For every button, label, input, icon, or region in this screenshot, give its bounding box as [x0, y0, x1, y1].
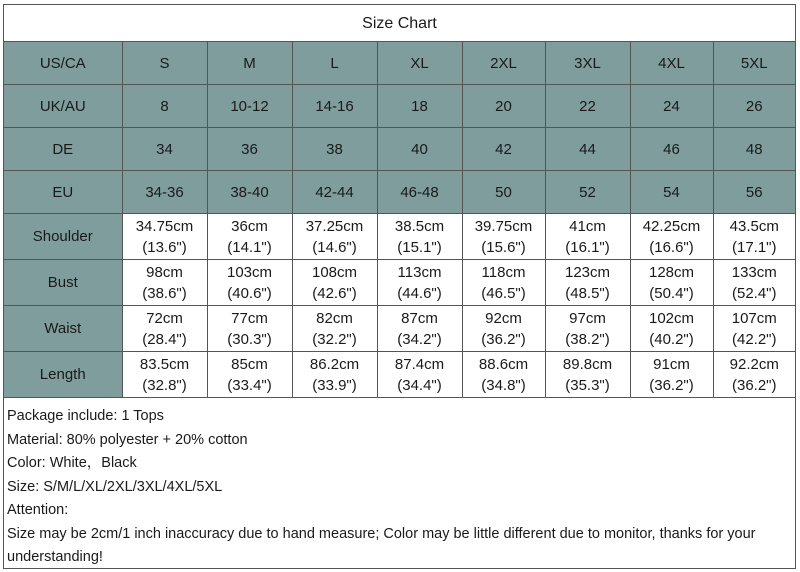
measure-row [4, 214, 795, 260]
measure-cell [377, 260, 462, 306]
measure-cell [545, 352, 630, 398]
size-cell: 50 [462, 171, 545, 214]
measure-cell [377, 214, 462, 260]
row-label: EU [4, 171, 122, 214]
measure-cm: 37.25cm [305, 217, 364, 235]
size-row [4, 85, 795, 128]
measure-cm: 88.6cm [478, 355, 529, 373]
measure-cm: 87.4cm [394, 355, 445, 373]
note-line: Package include: 1 Tops [7, 408, 164, 424]
size-cell: 40 [377, 128, 462, 171]
product-notes [7, 405, 795, 570]
measure-cm: 91cm [653, 355, 690, 373]
size-cell: 44 [545, 128, 630, 171]
measure-cell [630, 306, 713, 352]
measure-cm: 133cm [731, 263, 777, 281]
size-cell: M [207, 42, 292, 85]
measure-cell [462, 352, 545, 398]
measure-inch: (13.6") [142, 238, 187, 256]
note-line: Size: S/M/L/XL/2XL/3XL/4XL/5XL [7, 478, 223, 495]
measure-row [4, 260, 795, 306]
size-cell: 34 [122, 128, 207, 171]
size-cell: 42 [462, 128, 545, 171]
measure-inch: (48.5") [565, 284, 610, 302]
measure-cm: 83.5cm [139, 355, 190, 373]
measure-inch: (36.2") [731, 376, 777, 394]
measure-row [4, 352, 795, 398]
size-cell: 14-16 [292, 85, 377, 128]
measure-inch: (15.1") [397, 238, 442, 256]
size-table [4, 42, 795, 398]
size-cell: 48 [713, 128, 795, 171]
row-label: UK/AU [4, 85, 122, 128]
measure-cell [122, 214, 207, 260]
measure-inch: (34.4") [397, 376, 442, 394]
measure-cell [545, 306, 630, 352]
size-cell: 56 [713, 171, 795, 214]
measure-cell [207, 306, 292, 352]
measure-cm: 92cm [485, 309, 522, 327]
note-line: Material: 80% polyester + 20% cotton [7, 431, 248, 448]
measure-cell [292, 352, 377, 398]
measure-cm: 98cm [146, 263, 183, 281]
size-cell: XL [377, 42, 462, 85]
row-label: Waist [4, 306, 122, 352]
size-cell: 2XL [462, 42, 545, 85]
size-table-body [4, 42, 795, 398]
size-chart [3, 4, 796, 569]
row-label: US/CA [4, 42, 122, 85]
measure-cell [377, 352, 462, 398]
size-cell: 26 [713, 85, 795, 128]
size-row [4, 42, 795, 85]
size-row [4, 128, 795, 171]
measure-cell [713, 306, 795, 352]
note-line: Attention: [7, 502, 69, 518]
measure-inch: (33.9") [312, 376, 357, 394]
measure-cm: 113cm [397, 263, 442, 281]
measure-inch: (28.4") [142, 330, 187, 348]
size-cell: L [292, 42, 377, 85]
measure-inch: (52.4") [731, 284, 777, 302]
note-line: Color: White，Black [7, 455, 137, 471]
row-label: Length [4, 352, 122, 398]
size-cell: 4XL [630, 42, 713, 85]
measure-cell [630, 260, 713, 306]
row-label: Bust [4, 260, 122, 306]
measure-cm: 77cm [231, 309, 268, 327]
measure-inch: (38.6") [142, 284, 187, 302]
measure-inch: (42.6") [312, 284, 357, 302]
size-cell: 38 [292, 128, 377, 171]
measure-cell [462, 214, 545, 260]
measure-cell [630, 214, 713, 260]
measure-cell [377, 306, 462, 352]
measure-inch: (38.2") [565, 330, 610, 348]
size-cell: 5XL [713, 42, 795, 85]
size-cell: 18 [377, 85, 462, 128]
size-cell: 52 [545, 171, 630, 214]
measure-cell [207, 214, 292, 260]
measure-cm: 86.2cm [309, 355, 360, 373]
measure-inch: (44.6") [397, 284, 442, 302]
measure-cell [207, 352, 292, 398]
measure-cm: 43.5cm [729, 217, 779, 235]
measure-cell [122, 352, 207, 398]
chart-title: Size Chart [4, 5, 795, 42]
measure-cell [122, 306, 207, 352]
note-line: Size may be 2cm/1 inch inaccuracy due to hand measure; Color may be little different due to monitor, thanks for your understanding! [7, 525, 756, 565]
size-cell: 34-36 [122, 171, 207, 214]
measure-inch: (30.3") [227, 330, 272, 348]
measure-cm: 108cm [311, 263, 358, 281]
measure-inch: (50.4") [649, 284, 694, 302]
measure-cell [630, 352, 713, 398]
measure-cm: 123cm [564, 263, 611, 281]
row-label: DE [4, 128, 122, 171]
measure-inch: (16.1") [565, 238, 610, 256]
measure-cell [713, 214, 795, 260]
measure-cell [462, 260, 545, 306]
measure-row [4, 306, 795, 352]
size-cell: S [122, 42, 207, 85]
size-row [4, 171, 795, 214]
measure-inch: (40.6") [227, 284, 272, 302]
measure-cm: 107cm [731, 309, 777, 327]
measure-inch: (36.2") [649, 376, 694, 394]
size-cell: 42-44 [292, 171, 377, 214]
measure-inch: (14.6") [312, 238, 357, 256]
measure-cell [207, 260, 292, 306]
measure-cm: 36cm [231, 217, 268, 235]
measure-cm: 118cm [481, 263, 526, 281]
size-cell: 54 [630, 171, 713, 214]
measure-cm: 42.25cm [642, 217, 701, 235]
measure-inch: (17.1") [731, 238, 777, 256]
measure-cm: 128cm [648, 263, 695, 281]
measure-cell [462, 306, 545, 352]
measure-inch: (40.2") [649, 330, 694, 348]
measure-cm: 89.8cm [562, 355, 613, 373]
size-cell: 46-48 [377, 171, 462, 214]
measure-cell [292, 306, 377, 352]
measure-cell [122, 260, 207, 306]
measure-cell [292, 260, 377, 306]
size-cell: 24 [630, 85, 713, 128]
measure-cm: 38.5cm [394, 217, 445, 235]
size-cell: 36 [207, 128, 292, 171]
size-cell: 38-40 [207, 171, 292, 214]
measure-cm: 41cm [569, 217, 606, 235]
measure-cm: 39.75cm [474, 217, 533, 235]
measure-inch: (42.2") [731, 330, 777, 348]
measure-cell [545, 260, 630, 306]
measure-inch: (33.4") [227, 376, 272, 394]
size-cell: 20 [462, 85, 545, 128]
measure-cm: 97cm [569, 309, 606, 327]
size-cell: 22 [545, 85, 630, 128]
measure-cm: 72cm [146, 309, 183, 327]
measure-cm: 102cm [648, 309, 695, 327]
measure-cm: 85cm [231, 355, 268, 373]
measure-inch: (14.1") [227, 238, 272, 256]
measure-inch: (32.2") [312, 330, 357, 348]
measure-inch: (35.3") [565, 376, 610, 394]
measure-inch: (36.2") [481, 330, 526, 348]
measure-cm: 82cm [316, 309, 353, 327]
measure-cell [545, 214, 630, 260]
measure-inch: (15.6") [481, 238, 526, 256]
measure-cm: 34.75cm [135, 217, 194, 235]
measure-cell [713, 260, 795, 306]
measure-cm: 87cm [401, 309, 438, 327]
measure-cm: 103cm [226, 263, 273, 281]
row-label: Shoulder [4, 214, 122, 260]
measure-inch: (34.2") [397, 330, 442, 348]
measure-inch: (16.6") [649, 238, 694, 256]
measure-inch: (34.8") [481, 376, 526, 394]
measure-cm: 92.2cm [729, 355, 779, 373]
size-cell: 3XL [545, 42, 630, 85]
measure-cell [292, 214, 377, 260]
size-cell: 8 [122, 85, 207, 128]
size-cell: 10-12 [207, 85, 292, 128]
measure-cell [713, 352, 795, 398]
measure-inch: (32.8") [142, 376, 187, 394]
measure-inch: (46.5") [481, 284, 526, 302]
size-cell: 46 [630, 128, 713, 171]
